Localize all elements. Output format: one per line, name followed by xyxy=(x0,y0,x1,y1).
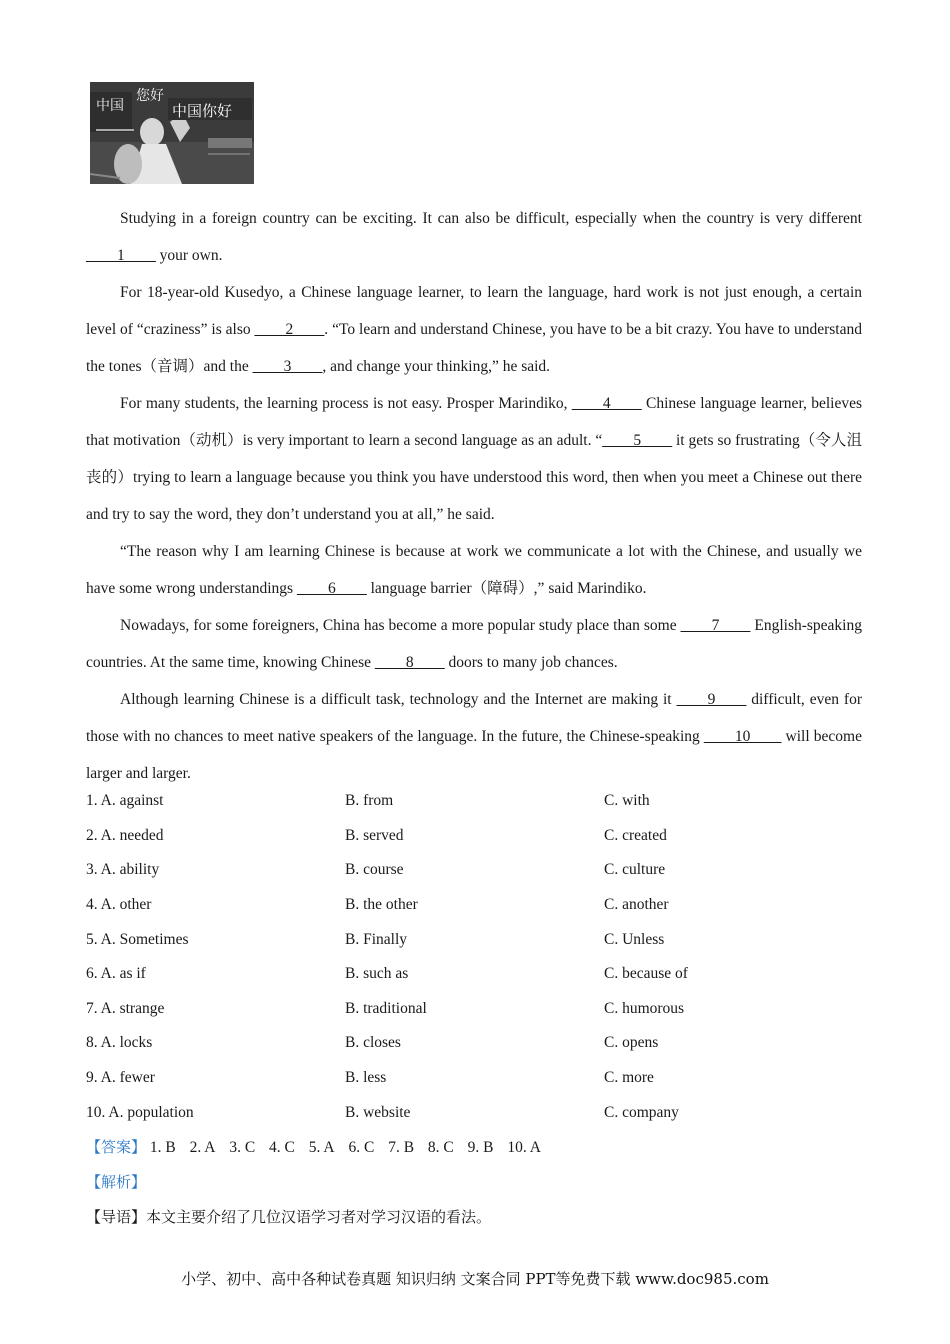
option-a[interactable]: 6. A. as if xyxy=(86,965,146,983)
option-row-2 xyxy=(86,819,862,854)
guide-label: 【导语】 xyxy=(86,1208,147,1226)
option-row-1 xyxy=(86,784,862,819)
answer-item: 10. A xyxy=(507,1139,541,1156)
blank-1[interactable]: ____1____ xyxy=(86,247,156,264)
photo-text-china: 中国 xyxy=(96,98,124,114)
option-b[interactable]: B. such as xyxy=(345,965,409,983)
answer-label: 【答案】 xyxy=(86,1138,147,1156)
option-a[interactable]: 1. A. against xyxy=(86,792,164,810)
option-c[interactable]: C. created xyxy=(604,826,667,844)
paragraph-5: Nowadays, for some foreigners, China has become a more popular study place than some ____7____ English-speaking countries. At the same time, knowing Chinese ____8____ doors to many job chances. xyxy=(86,617,862,671)
answer-key xyxy=(86,1136,551,1157)
option-row-5 xyxy=(86,922,862,957)
answer-item: 4. C xyxy=(269,1139,295,1156)
answer-options xyxy=(86,784,862,1130)
answer-item: 9. B xyxy=(467,1139,494,1156)
option-b[interactable]: B. traditional xyxy=(345,999,427,1017)
paragraph-6: Although learning Chinese is a difficult task, technology and the Internet are making it ____9____ difficult, even for those with no chances to meet native speakers of the language. In the future, the Chinese-speaking ____10____ will become larger and larger. xyxy=(86,691,862,782)
option-c[interactable]: C. humorous xyxy=(604,999,685,1017)
option-a[interactable]: 8. A. locks xyxy=(86,1034,153,1052)
option-b[interactable]: B. from xyxy=(345,792,394,810)
answer-item: 7. B xyxy=(388,1139,415,1156)
paragraph-3: For many students, the learning process is not easy. Prosper Marindiko, ____4____ Chinese language learner, believes that motivation（动机）is very important to learn a second language as an adult. “____5____ it gets so frustrating（令人沮丧的）trying to learn a language because you think you have understood this word, then when you meet a Chinese out there and try to say the word, they don’t understand you at all,” he said. xyxy=(86,395,862,523)
answer-item: 1. B xyxy=(149,1139,176,1156)
answer-item: 2. A xyxy=(189,1139,216,1156)
option-b[interactable]: B. less xyxy=(345,1069,387,1087)
option-row-9 xyxy=(86,1061,862,1096)
option-c[interactable]: C. Unless xyxy=(604,930,665,948)
option-b[interactable]: B. served xyxy=(345,826,404,844)
option-row-4 xyxy=(86,888,862,923)
option-c[interactable]: C. opens xyxy=(604,1034,659,1052)
answer-item: 5. A xyxy=(308,1139,335,1156)
option-b[interactable]: B. course xyxy=(345,861,404,879)
option-b[interactable]: B. website xyxy=(345,1103,411,1121)
option-row-8 xyxy=(86,1026,862,1061)
option-a[interactable]: 9. A. fewer xyxy=(86,1069,155,1087)
option-c[interactable]: C. with xyxy=(604,792,650,810)
option-a[interactable]: 7. A. strange xyxy=(86,999,165,1017)
option-c[interactable]: C. company xyxy=(604,1103,679,1121)
page-footer xyxy=(0,1268,950,1289)
blank-8[interactable]: ____8____ xyxy=(374,654,445,671)
guide-intro xyxy=(86,1206,491,1227)
blank-7[interactable]: ____7____ xyxy=(680,617,751,634)
option-row-7 xyxy=(86,992,862,1027)
option-a[interactable]: 4. A. other xyxy=(86,896,152,914)
blank-10[interactable]: ____10____ xyxy=(703,728,782,745)
option-b[interactable]: B. closes xyxy=(345,1034,401,1052)
option-c[interactable]: C. another xyxy=(604,896,669,914)
option-c[interactable]: C. because of xyxy=(604,965,688,983)
analysis-heading xyxy=(86,1171,146,1192)
passage xyxy=(86,200,862,792)
photo-text-hello-china: 中国你好 xyxy=(172,102,233,120)
guide-text: 本文主要介绍了几位汉语学习者对学习汉语的看法。 xyxy=(146,1208,492,1226)
option-row-10 xyxy=(86,1095,862,1130)
option-c[interactable]: C. more xyxy=(604,1069,654,1087)
option-a[interactable]: 2. A. needed xyxy=(86,826,164,844)
option-a[interactable]: 3. A. ability xyxy=(86,861,160,879)
option-a[interactable]: 10. A. population xyxy=(86,1103,194,1121)
blank-3[interactable]: ____3____ xyxy=(252,358,323,375)
paragraph-1: Studying in a foreign country can be exciting. It can also be difficult, especially when the country is very different ____1____ your own. xyxy=(86,210,862,264)
classroom-photo xyxy=(90,82,254,184)
paragraph-2: For 18-year-old Kusedyo, a Chinese language learner, to learn the language, hard work is not just enough, a certain level of “craziness” is also ____2____. “To learn and understand Chinese, you have to be a bit crazy. You have to understand the tones（音调）and the ____3____, and change your thinking,” he said. xyxy=(86,284,862,375)
analysis-label: 【解析】 xyxy=(86,1173,147,1191)
photo-text-hello: 您好 xyxy=(136,88,164,104)
answer-item: 3. C xyxy=(229,1139,256,1156)
answer-item: 8. C xyxy=(427,1139,454,1156)
option-a[interactable]: 5. A. Sometimes xyxy=(86,930,189,948)
answer-item: 6. C xyxy=(348,1139,375,1156)
blank-6[interactable]: ____6____ xyxy=(296,580,367,597)
option-row-3 xyxy=(86,853,862,888)
paragraph-4: “The reason why I am learning Chinese is because at work we communicate a lot with the Chinese, and usually we have some wrong understandings ____6____ language barrier（障碍）,” said Marindiko. xyxy=(86,543,862,597)
option-row-6 xyxy=(86,957,862,992)
blank-2[interactable]: ____2____ xyxy=(254,321,325,338)
blank-5[interactable]: ____5____ xyxy=(602,432,673,449)
option-b[interactable]: B. Finally xyxy=(345,930,408,948)
option-b[interactable]: B. the other xyxy=(345,896,418,914)
footer-text: 小学、初中、高中各种试卷真题 知识归纳 文案合同 PPT等免费下载 www.doc985.com xyxy=(181,1270,769,1288)
option-c[interactable]: C. culture xyxy=(604,861,666,879)
blank-9[interactable]: ____9____ xyxy=(676,691,747,708)
blank-4[interactable]: ____4____ xyxy=(571,395,642,412)
